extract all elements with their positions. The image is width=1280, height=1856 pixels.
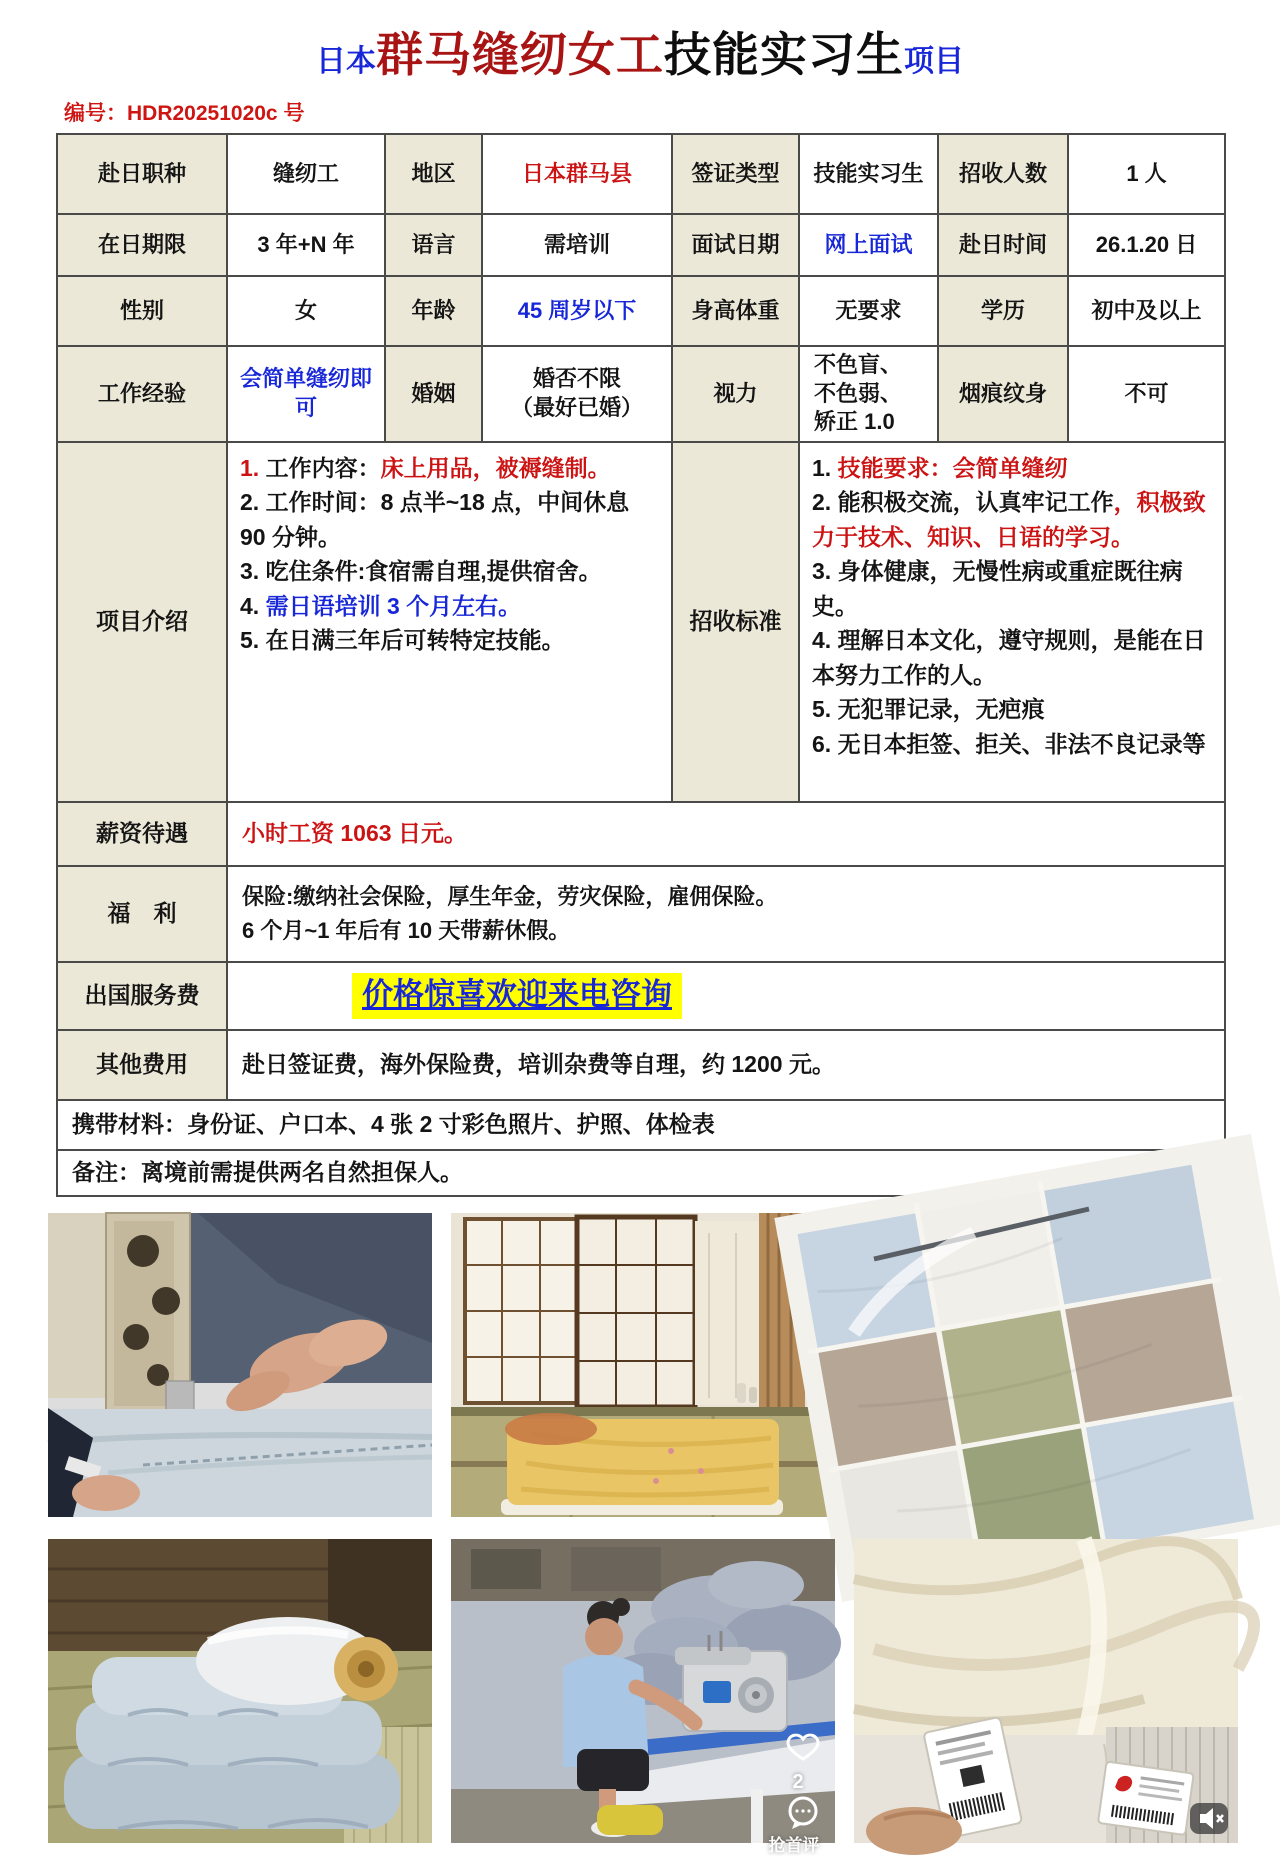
- intro-item: 2. 工作时间：8 点半~18 点，中间休息 90 分钟。: [240, 489, 630, 550]
- photo-patchwork-quilt: [854, 1213, 1238, 1517]
- intro-item: 4. 需日语培训 3 个月左右。: [240, 592, 522, 619]
- intro-item: 5. 在日满三年后可转特定技能。: [240, 627, 565, 654]
- value-language: 需培训: [482, 214, 672, 276]
- value-work-experience: 会简单缝纫即可: [227, 346, 385, 442]
- label-region: 地区: [385, 134, 482, 214]
- label-departure-time: 赴日时间: [938, 214, 1068, 276]
- value-height-weight: 无要求: [799, 276, 938, 346]
- intro-item: 1. 工作内容：床上用品，被褥缝制。: [240, 454, 611, 481]
- factory-illustration: [451, 1539, 835, 1843]
- label-service-fee: 出国服务费: [57, 962, 227, 1030]
- intro-item: 3. 吃住条件:食宿需自理,提供宿舍。: [240, 558, 602, 585]
- project-intro-content: [227, 442, 672, 802]
- label-recruit-count: 招收人数: [938, 134, 1068, 214]
- title-suffix: 项目: [904, 45, 964, 78]
- like-count: 2: [792, 1770, 804, 1793]
- criteria-content: [799, 442, 1225, 802]
- value-service-fee: [227, 962, 1225, 1030]
- label-visa-type: 签证类型: [672, 134, 799, 214]
- photo-worker-sewing-factory: [451, 1539, 835, 1855]
- patchwork-quilt-illustration: [854, 1213, 1238, 1517]
- recruitment-flyer: [0, 18, 1280, 1855]
- value-departure-time: 26.1.20 日: [1068, 214, 1225, 276]
- value-vision: 不色盲、 不色弱、 矫正 1.0: [799, 346, 938, 442]
- table-row: [57, 214, 1225, 276]
- label-welfare: 福 利: [57, 866, 227, 962]
- criteria-item: 3. 身体健康，无慢性病或重症既往病史。: [812, 558, 1183, 619]
- table-row: [57, 346, 1225, 442]
- table-row: [57, 134, 1225, 214]
- criteria-item: 1. 技能要求：会简单缝纫: [812, 454, 1068, 481]
- label-height-weight: 身高体重: [672, 276, 799, 346]
- value-age: 45 周岁以下: [482, 276, 672, 346]
- table-row: [57, 1100, 1225, 1150]
- label-age: 年龄: [385, 276, 482, 346]
- value-visa-type: 技能实习生: [799, 134, 938, 214]
- value-region: 日本群马县: [482, 134, 672, 214]
- value-interview-date: 网上面试: [799, 214, 938, 276]
- label-project-intro: 项目介绍: [57, 442, 227, 802]
- value-other-fee: 赴日签证费，海外保险费，培训杂费等自理，约 1200 元。: [227, 1030, 1225, 1100]
- criteria-item: 6. 无日本拒签、拒关、非法不良记录等: [812, 730, 1206, 757]
- tatami-room-illustration: [451, 1213, 835, 1517]
- title-main-red: 群马缝纫女工: [376, 28, 664, 81]
- value-tattoo: 不可: [1068, 346, 1225, 442]
- label-vision: 视力: [672, 346, 799, 442]
- label-stay-period: 在日期限: [57, 214, 227, 276]
- photo-tatami-room-futon: [451, 1213, 835, 1517]
- table-row: [57, 802, 1225, 866]
- label-education: 学历: [938, 276, 1068, 346]
- value-stay-period: 3 年+N 年: [227, 214, 385, 276]
- service-fee-link[interactable]: 价格惊喜欢迎来电咨询: [352, 973, 682, 1019]
- value-marriage: 婚否不限 （最好已婚）: [482, 346, 672, 442]
- label-interview-date: 面试日期: [672, 214, 799, 276]
- table-row: [57, 962, 1225, 1030]
- label-job-type: 赴日职种: [57, 134, 227, 214]
- value-recruit-count: 1 人: [1068, 134, 1225, 214]
- criteria-item: 4. 理解日本文化，遵守规则，是能在日本努力工作的人。: [812, 627, 1206, 688]
- label-work-experience: 工作经验: [57, 346, 227, 442]
- sewing-machine-illustration: [48, 1213, 432, 1517]
- label-criteria: 招收标准: [672, 442, 799, 802]
- value-salary: 小时工资 1063 日元。: [227, 802, 1225, 866]
- first-comment-watermark: 抢首评: [768, 1835, 820, 1855]
- label-marriage: 婚姻: [385, 346, 482, 442]
- doc-number: 编号：HDR20251020c 号: [64, 102, 305, 125]
- table-row: [57, 276, 1225, 346]
- label-other-fee: 其他费用: [57, 1030, 227, 1100]
- materials-row: 携带材料：身份证、户口本、4 张 2 寸彩色照片、护照、体检表: [57, 1100, 1225, 1150]
- value-welfare: 保险:缴纳社会保险，厚生年金，劳灾保险，雇佣保险。 6 个月~1 年后有 10 天带薪休假。: [227, 866, 1225, 962]
- remark-row: 备注：离境前需提供两名自然担保人。: [57, 1150, 1225, 1196]
- hang-tag: [1098, 1761, 1194, 1835]
- photo-sewing-machine-closeup: [48, 1213, 432, 1517]
- info-table: [56, 133, 1226, 1197]
- photo-folded-futons: [48, 1539, 432, 1843]
- table-row: [57, 442, 1225, 802]
- mute-icon: [1190, 1803, 1228, 1834]
- table-row: [57, 866, 1225, 962]
- photo-grid: [48, 1213, 1280, 1855]
- label-gender: 性别: [57, 276, 227, 346]
- label-salary: 薪资待遇: [57, 802, 227, 866]
- page-title: [0, 18, 1280, 85]
- title-main-black: 技能实习生: [664, 28, 904, 81]
- value-gender: 女: [227, 276, 385, 346]
- table-row: [57, 1030, 1225, 1100]
- photo-duvet-with-tags: [854, 1539, 1238, 1843]
- value-education: 初中及以上: [1068, 276, 1225, 346]
- criteria-item: 2. 能积极交流，认真牢记工作，积极致力于技术、知识、日语的学习。: [812, 489, 1206, 550]
- criteria-item: 5. 无犯罪记录，无疤痕: [812, 696, 1045, 723]
- duvet-tags-illustration: [854, 1539, 1238, 1843]
- value-job-type: 缝纫工: [227, 134, 385, 214]
- label-tattoo: 烟痕纹身: [938, 346, 1068, 442]
- label-language: 语言: [385, 214, 482, 276]
- folded-futons-illustration: [48, 1539, 432, 1843]
- title-prefix: 日本: [316, 45, 376, 78]
